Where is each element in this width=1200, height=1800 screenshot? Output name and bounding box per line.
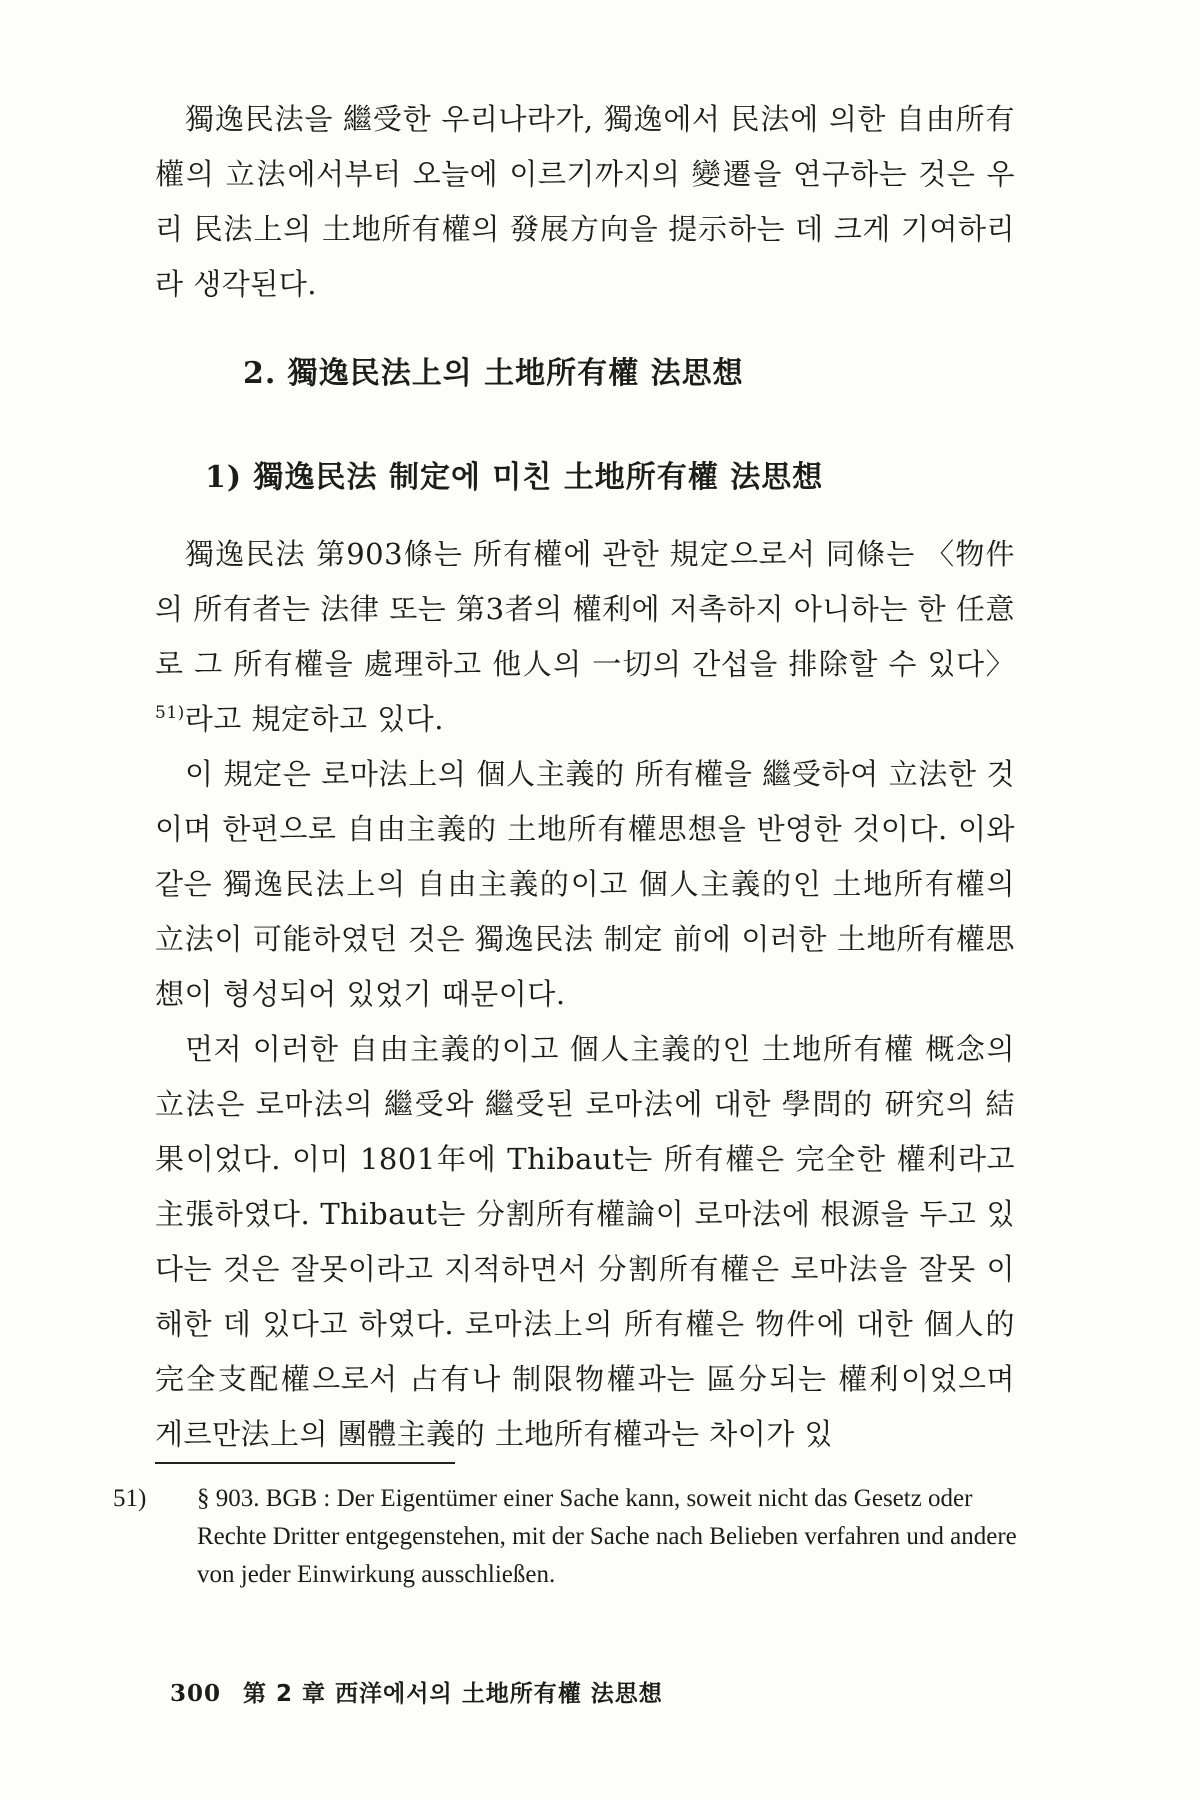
subsection-heading: 1) 獨逸民法 制定에 미친 土地所有權 法思想: [205, 460, 824, 495]
footnote-reference[interactable]: 51): [155, 703, 185, 723]
intro-paragraph-block: [155, 92, 1015, 312]
footnote-body: [113, 1480, 1025, 1594]
body-paragraph-1: [155, 527, 1015, 747]
body-paragraph-3: 먼저 이러한 自由主義的이고 個人主義的인 土地所有權 概念의 立法은 로마法의 繼受와 繼受된 로마法에 대한 學問的 硏究의 結果이었다. 이미 1801年에 Thibaut는 所有權은 完全한 權利라고 主張하였다. Thibaut는 分割所有權論이 로마法에 根源을 두고 있다는 것은 잘못이라고 지적하면서 分割所有權은 로마法을 잘못 이해한 데 있다고 하였다. 로마法上의 所有權은 物件에 대한 個人的 完全支配權으로서 占有나 制限物權과는 區分되는 權利이었으며 게르만法上의 團體主義的 土地所有權과는 차이가 있: [155, 1032, 1015, 1451]
para1-text-a: 獨逸民法 第903條는 所有權에 관한 規定으로서 同條는 〈物件의 所有者는 法律 또는 第3者의 權利에 저촉하지 아니하는 한 任意로 그 所有權을 處理하고 他人의 一切의 간섭을 排除할 수 있다〉: [155, 537, 1015, 681]
footnote: [113, 1480, 1025, 1594]
footnote-text: § 903. BGB : Der Eigentümer einer Sache kann, soweit nicht das Gesetz oder Rechte Dritter entgegenstehen, mit der Sache nach Belieben verfahren und andere von jeder Einwirkung ausschließen.: [197, 1485, 1017, 1588]
running-footer: [170, 1675, 663, 1708]
footnote-divider: [155, 1462, 455, 1464]
para1-text-b: 라고 規定하고 있다.: [184, 702, 445, 736]
page-number: 300: [170, 1680, 222, 1707]
body-text-block: [155, 527, 1015, 1462]
intro-paragraph: 獨逸民法을 繼受한 우리나라가, 獨逸에서 民法에 의한 自由所有權의 立法에서부터 오늘에 이르기까지의 變遷을 연구하는 것은 우리 民法上의 土地所有權의 發展方向을 提示하는 데 크게 기여하리라 생각된다.: [155, 102, 1015, 301]
section-heading: 2. 獨逸民法上의 土地所有權 法思想: [243, 356, 744, 391]
running-title: 第 2 章 西洋에서의 土地所有權 法思想: [243, 1681, 663, 1707]
body-paragraph-2: 이 規定은 로마法上의 個人主義的 所有權을 繼受하여 立法한 것이며 한편으로 自由主義的 土地所有權思想을 반영한 것이다. 이와 같은 獨逸民法上의 自由主義的이고 個人主義的인 土地所有權의 立法이 可能하였던 것은 獨逸民法 制定 前에 이러한 土地所有權思想이 형성되어 있었기 때문이다.: [155, 757, 1015, 1011]
footnote-number: 51): [113, 1485, 147, 1512]
